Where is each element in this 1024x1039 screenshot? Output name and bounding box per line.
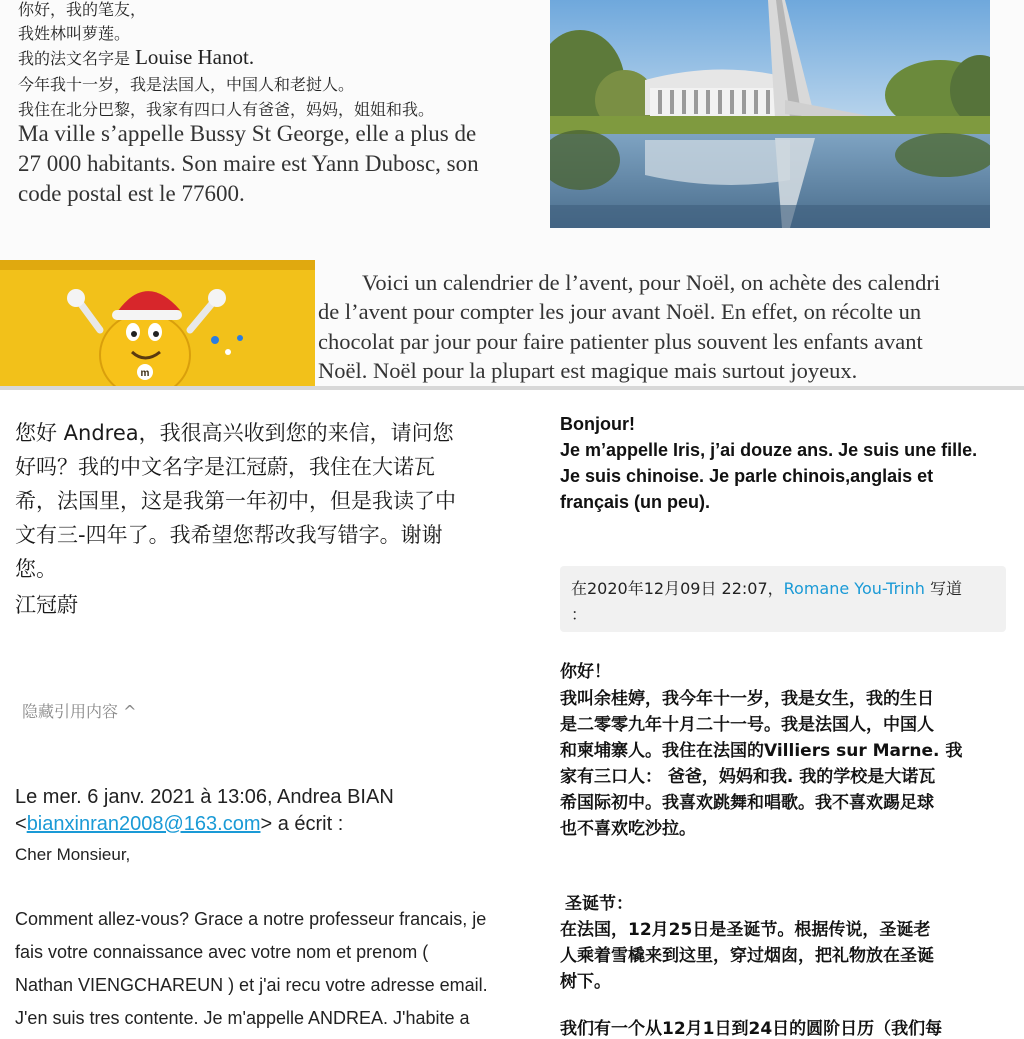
quote-colon: ： [571,605,588,624]
quote-header: Le mer. 6 janv. 2021 à 13:06, Andrea BIAN [15,786,394,808]
cut-off-line: 我们有一个从12月1日到24日的圆阶日历（我们每 [560,1019,943,1039]
salutation: Cher Monsieur, [15,845,131,864]
quote-attribution [571,576,962,599]
email-body-line: 您。 [15,557,57,581]
zh-greeting: 你好！ [560,662,611,682]
quoted-para-line: fais votre connaissance avec votre nom et prenom ( [15,942,429,962]
greeting: Bonjour! [560,414,635,434]
quoted-para-line: Nathan VIENGCHAREUN ) et j'ai recu votre adresse email. [15,975,488,995]
doc-line: 你好，我的笔友， [18,0,147,19]
doc-line-prefix: 我的法文名字是 [18,49,131,68]
christmas-line: 在法国，12月25日是圣诞节。根据传说，圣诞老 [560,920,931,940]
doc-line: 我姓林叫萝莲。 [18,24,131,43]
christmas-title: 圣诞节： [565,894,633,914]
section-divider [0,386,1024,390]
city-line: Ma ville s’appelle Bussy St George, elle a plus de [18,121,477,146]
email-body-line: 文有三-四年了。我希望您帮改我写错字。谢谢 [15,523,443,547]
doc-line: 今年我十一岁，我是法国人，中国人和老挝人。 [18,75,355,94]
advent-line: Voici un calendrier de l’avent, pour Noël, on achète des calendri [362,270,941,295]
email-address-link[interactable]: bianxinran2008@163.com [26,813,261,835]
french-name: Louise Hanot. [135,45,255,69]
email-body-line: 好吗？我的中文名字是江冠蔚，我住在大诺瓦 [15,455,435,479]
zh-body-line: 是二零零九年十月二十一号。我是法国人，中国人 [560,715,934,735]
top-document-scan [0,0,1024,388]
email-signature: 江冠蔚 [15,593,78,617]
zh-body-line: 和柬埔寨人。我住在法国的Villiers sur Marne. 我 [560,741,963,761]
quoted-para-line: Comment allez-vous? Grace a notre professeur francais, je [15,909,487,929]
advent-calendar-image [0,260,315,388]
svg-text:m: m [140,368,150,379]
email-body-line: 希，法国里，这是我第一年初中，但是我读了中 [15,489,456,513]
zh-body-line: 家有三口人： 爸爸，妈妈和我. 我的学校是大诺瓦 [560,767,936,787]
quote-sender-link[interactable]: Romane You-Trinh [783,579,925,598]
quote-wrote: 写道 [924,579,962,598]
intro-line: français (un peu). [560,492,711,512]
advent-line: de l’avent pour compter les jour avant Noël. En effet, on récolte un [318,299,922,324]
email-body-line: 您好 Andrea，我很高兴收到您的来信，请问您 [15,421,454,445]
quoted-para-line: J'en suis tres contente. Je m'appelle ANDREA. J'habite a [15,1008,470,1028]
doc-line: 我住在北分巴黎，我家有四口人有爸爸，妈妈，姐姐和我。 [18,100,435,119]
city-line: 27 000 habitants. Son maire est Yann Dubosc, son [18,151,479,176]
advent-line: Noël. Noël pour la plupart est magique mais surtout joyeux. [318,358,858,383]
hide-quoted-toggle[interactable]: 隐藏引用内容 ^ [22,702,137,721]
advent-line: chocolat par jour pour faire patienter plus souvent les enfants avant [318,329,923,354]
christmas-line: 树下。 [560,972,611,992]
intro-line: Je suis chinoise. Je parle chinois,anglais et [560,466,934,486]
zh-body-line: 我叫余桂婷，我今年十一岁，我是女生，我的生日 [560,689,934,709]
city-church-photo [550,0,990,228]
zh-body-line: 希国际初中。我喜欢跳舞和唱歌。我不喜欢踢足球 [560,793,934,813]
zh-body-line: 也不喜欢吃沙拉。 [560,819,696,839]
doc-line [18,45,254,70]
city-line: code postal est le 77600. [18,181,245,206]
quote-email-line [15,813,343,836]
quote-date: 在2020年12月09日 22:07， [571,579,784,598]
intro-line: Je m’appelle Iris, j’ai douze ans. Je suis une fille. [560,440,978,460]
quote-email-open: < [15,813,27,835]
christmas-line: 人乘着雪橇来到这里，穿过烟囱，把礼物放在圣诞 [560,946,934,966]
quote-email-suffix: > a écrit : [260,813,344,835]
